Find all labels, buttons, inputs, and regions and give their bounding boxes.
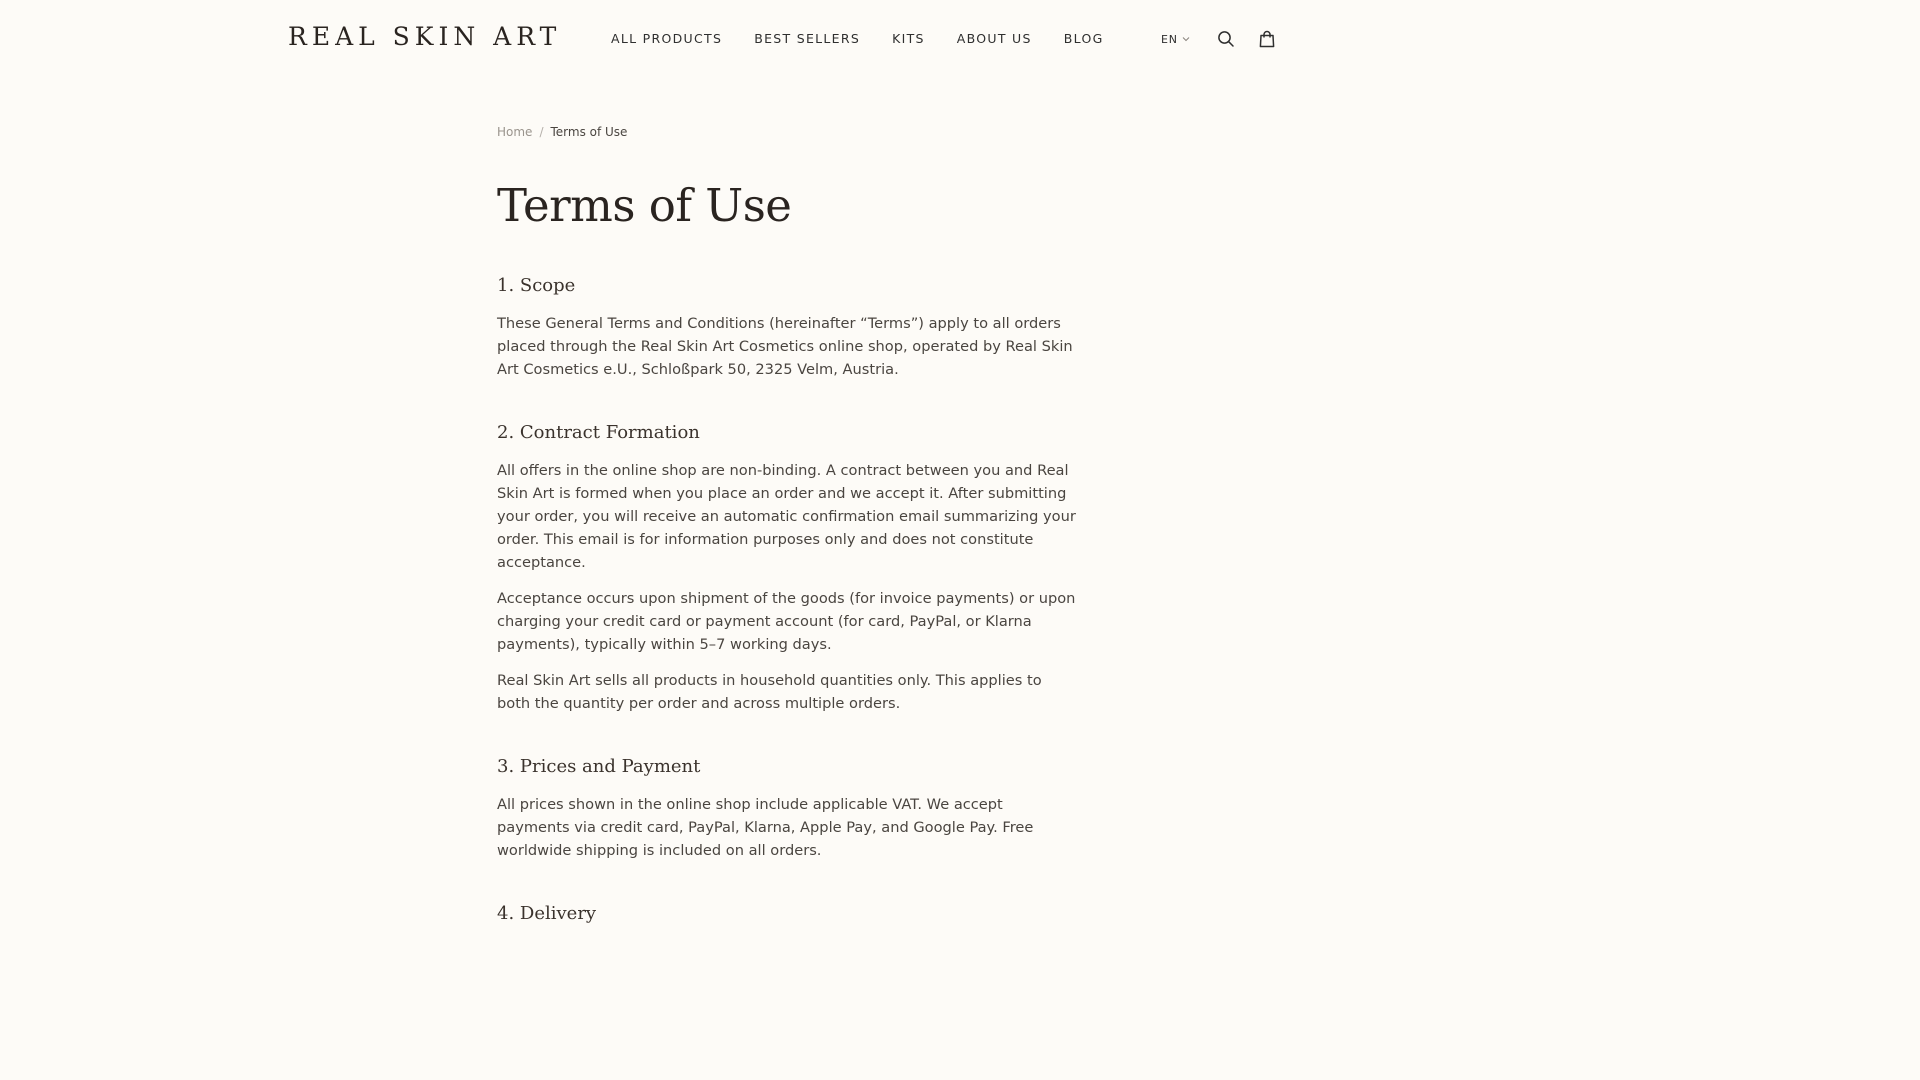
section-paragraph: All prices shown in the online shop include applicable VAT. We accept payments via credit card, PayPal, Klarna, Apple Pay, and Google Pay. Free worldwide shipping is included on all orders. (497, 796, 1034, 859)
breadcrumb (497, 124, 1077, 140)
section-heading: 3. Prices and Payment (497, 756, 701, 777)
section-heading: 1. Scope (497, 275, 576, 296)
page-title: Terms of Use (497, 179, 792, 232)
breadcrumb-home-link[interactable]: Home (497, 125, 533, 139)
shopping-bag-icon (1259, 30, 1275, 48)
section-paragraph: These General Terms and Conditions (hereinafter “Terms”) apply to all orders placed through the Real Skin Art Cosmetics online shop, operated by Real Skin Art Cosmetics e.U., Schloßpark 50, 2325 Velm, Austria. (497, 315, 1073, 378)
chevron-down-icon (1182, 36, 1190, 42)
header-tools (1161, 28, 1278, 50)
nav-all-products[interactable]: ALL PRODUCTS (611, 31, 723, 46)
main-nav (611, 31, 1104, 46)
nav-about-us[interactable]: ABOUT US (956, 31, 1032, 46)
search-icon (1217, 30, 1235, 48)
language-selector[interactable] (1161, 33, 1190, 46)
section-contract-formation (497, 421, 1077, 715)
language-label: EN (1161, 32, 1178, 46)
search-button[interactable] (1215, 28, 1237, 50)
site-header (0, 0, 1568, 78)
nav-best-sellers[interactable]: BEST SELLERS (754, 31, 861, 46)
nav-blog[interactable]: BLOG (1063, 31, 1104, 46)
breadcrumb-separator: / (539, 125, 544, 139)
section-heading: 2. Contract Formation (497, 422, 700, 443)
site-logo[interactable]: REAL SKIN ART (288, 22, 562, 51)
breadcrumb-current: Terms of Use (550, 125, 628, 139)
main-content (497, 124, 1077, 940)
cart-button[interactable] (1256, 28, 1278, 50)
section-heading: 4. Delivery (497, 903, 597, 924)
section-paragraph: Acceptance occurs upon shipment of the goods (for invoice payments) or upon charging your credit card or payment account (for card, PayPal, or Klarna payments), typically within 5–7 working days. (497, 590, 1076, 653)
section-prices-payment (497, 755, 1077, 862)
section-paragraph: All offers in the online shop are non-binding. A contract between you and Real Skin Art is formed when you place an order and we accept it. After submitting your order, you will receive an automatic confirmation email summarizing your order. This email is for information purposes only and does not constitute acceptance. (497, 462, 1076, 571)
section-scope (497, 274, 1077, 381)
section-delivery (497, 902, 1077, 926)
nav-kits[interactable]: KITS (892, 31, 925, 46)
section-paragraph: Real Skin Art sells all products in household quantities only. This applies to both the quantity per order and across multiple orders. (497, 672, 1042, 712)
